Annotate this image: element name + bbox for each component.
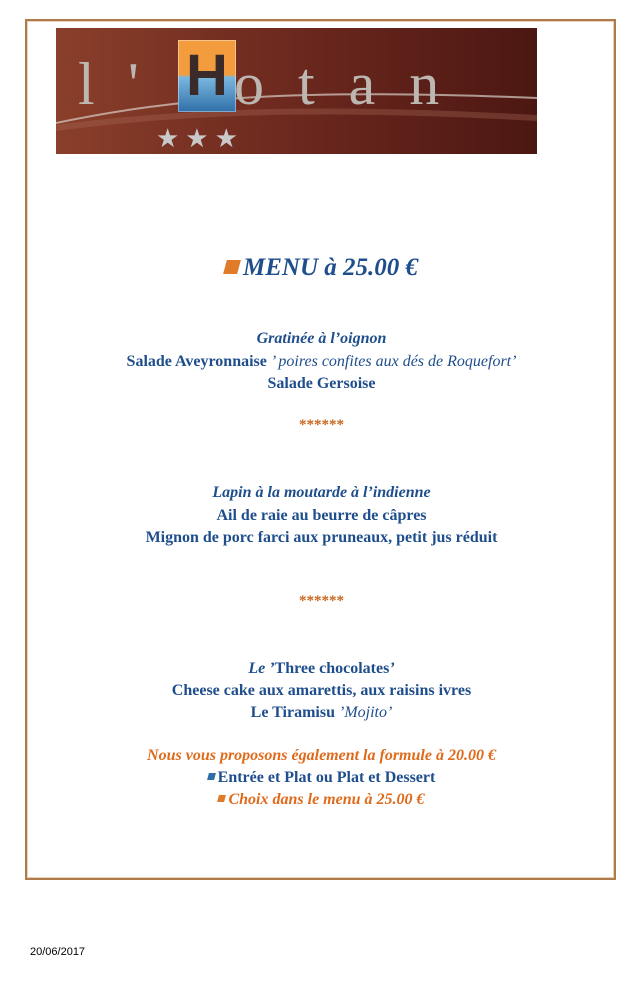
dessert-cheese-cake: Cheese cake aux amarettis, aux raisins ivres [171,682,472,699]
starter-item-description: ’ poires confites aux dés de Roquefort’ [266,353,517,370]
logo-letter-l: l [78,51,95,117]
small-square-bullet-icon [207,773,216,780]
dessert-three-chocolates [0,659,643,679]
formula-option-1-text: Entrée et Plat ou Plat et Dessert [217,769,436,786]
dessert-prefix: Le ’ [248,660,275,677]
main-lapin: Lapin à la moutarde à l’indienne [212,484,431,501]
formula-option-2 [0,790,643,810]
separator-stars-2: ****** [299,593,344,609]
formula-offer: Nous vous proposons également la formule à 20.00 € [147,747,496,764]
hotel-logo [56,28,537,154]
formula-option-1 [0,768,643,788]
starter-salade-gersoise: Salade Gersoise [267,375,376,392]
dessert-tiramisu-name: Le Tiramisu [250,704,335,721]
dessert-tiramisu-desc: ’Mojito’ [334,704,393,721]
dessert-tiramisu [0,703,643,723]
small-square-bullet-icon [218,795,227,802]
menu-title [0,254,643,282]
separator-stars-1: ****** [299,417,344,433]
dessert-suffix: ’ [389,660,395,677]
square-bullet-icon [223,260,241,274]
main-raie: Ail de raie au beurre de câpres [216,507,427,524]
logo-apostrophe: ' [128,51,139,117]
starter-item-name: Salade Aveyronnaise [126,353,267,370]
logo-letter-h: H [186,43,228,108]
star-rating-icons: ★★★ [156,124,244,153]
starter-salade-aveyronnaise [0,352,643,372]
dessert-name: Three chocolates [274,660,390,677]
menu-title-text: MENU à 25.00 € [242,254,418,281]
logo-h-box [178,40,236,112]
main-mignon-porc: Mignon de porc farci aux pruneaux, petit jus réduit [145,529,498,546]
logo-letters-otan: otan [234,51,474,117]
formula-option-2-text: Choix dans le menu à 25.00 € [228,791,425,808]
starter-gratinee: Gratinée à l’oignon [256,330,387,347]
footer-date: 20/06/2017 [30,946,86,958]
